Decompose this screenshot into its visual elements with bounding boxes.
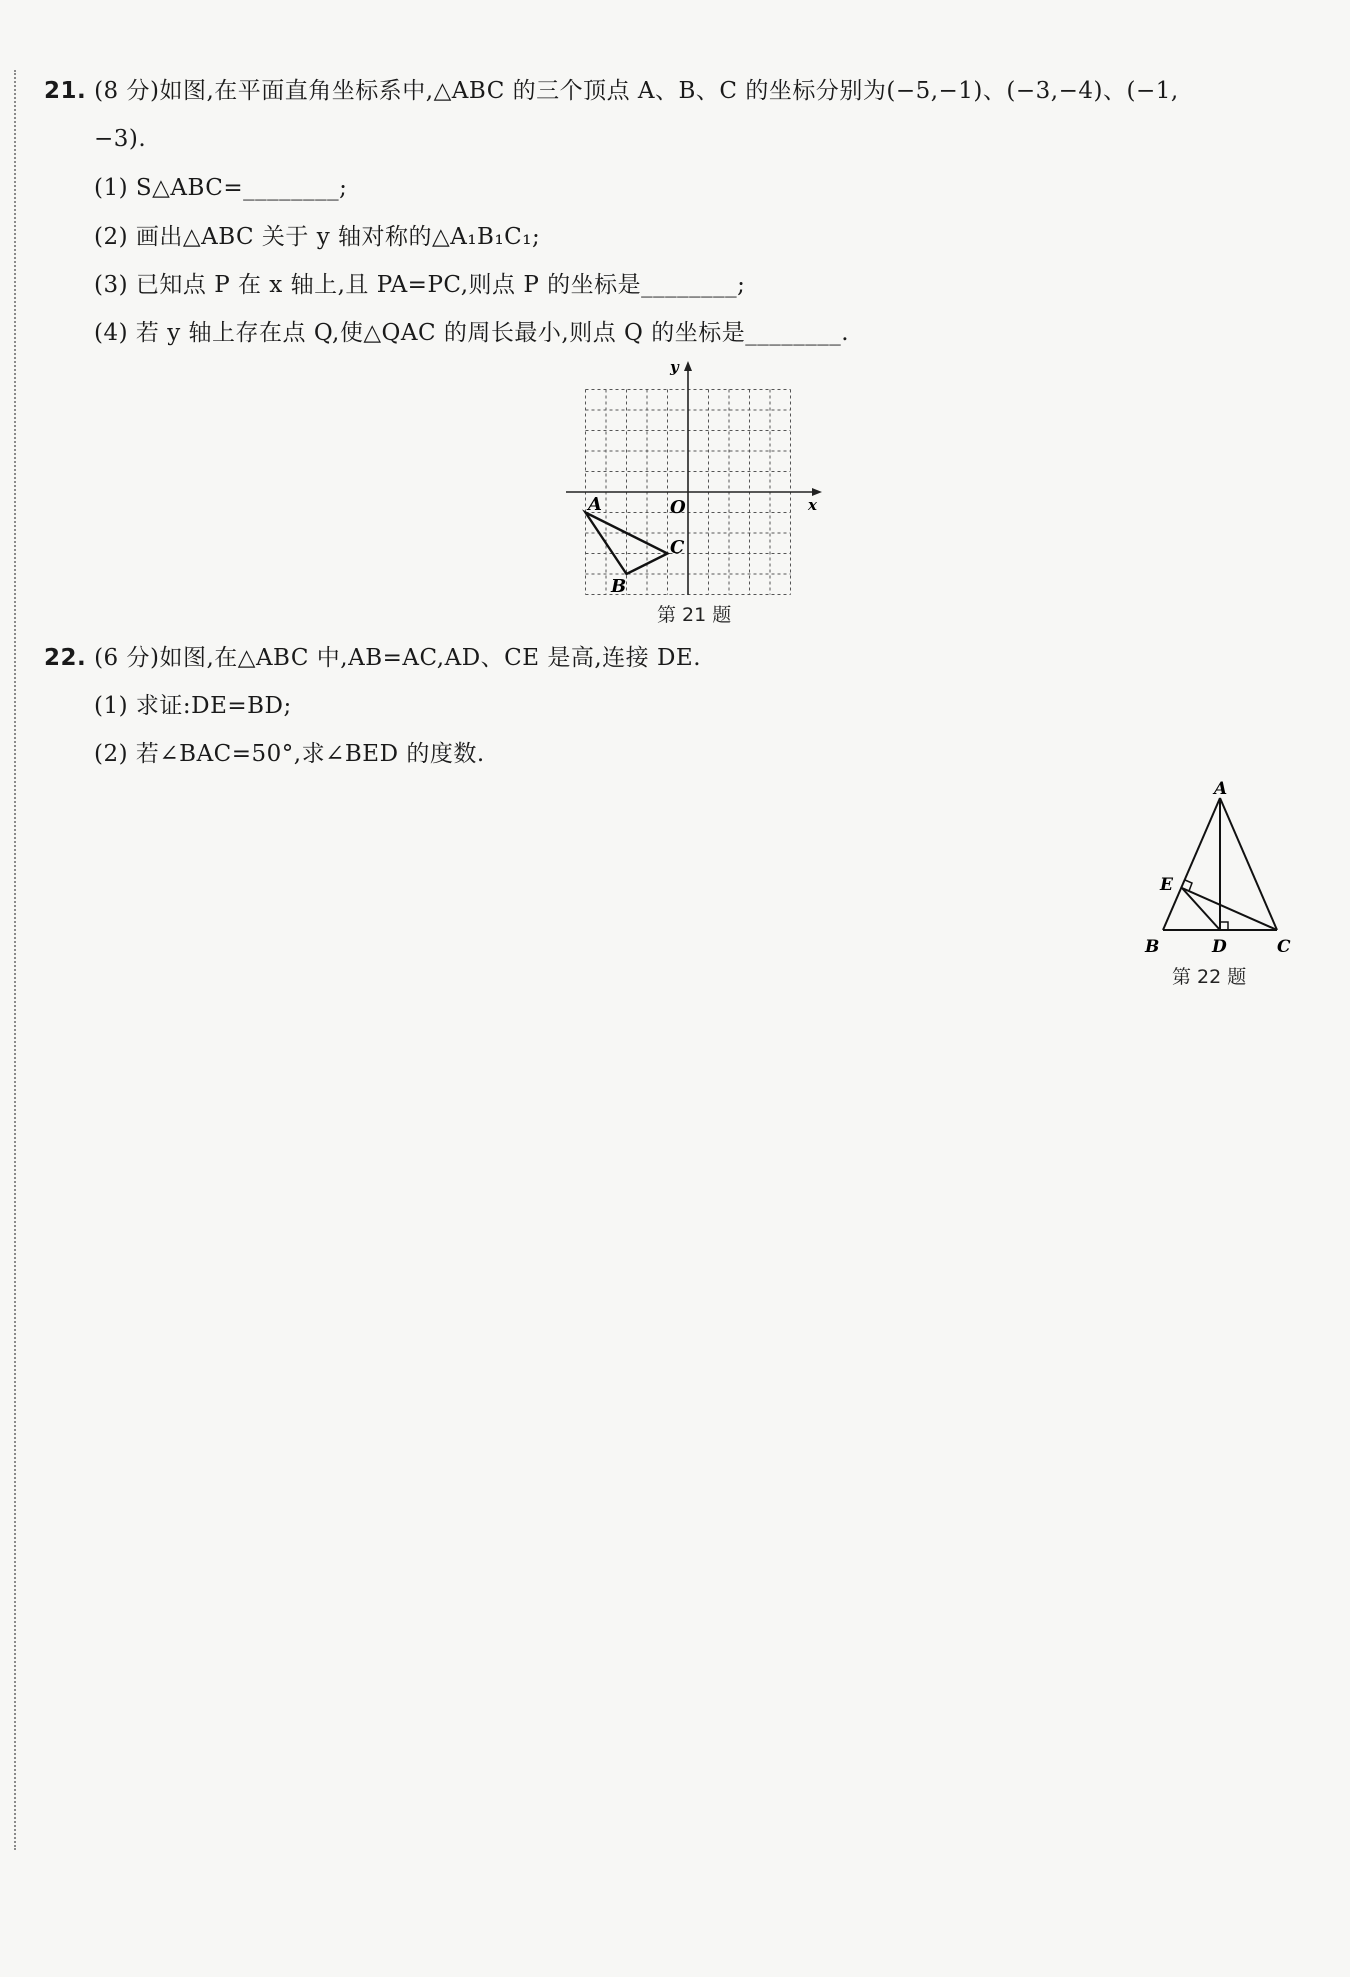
point-label-b: B (611, 576, 627, 597)
q21-number: 21. (44, 78, 87, 104)
vertex-label-d: D (1212, 937, 1227, 957)
q22-line1 (44, 643, 701, 673)
x-axis-arrow (812, 488, 822, 496)
vertex-label-e: E (1160, 875, 1173, 895)
point-label-a: A (588, 494, 602, 515)
segment-ab (1163, 798, 1220, 930)
q22-part1: (1) 求证:DE=BD; (94, 693, 292, 719)
point-label-c: C (670, 537, 685, 558)
vertex-label-c: C (1277, 937, 1291, 957)
q21-part3: (3) 已知点 P 在 x 轴上,且 PA=PC,则点 P 的坐标是________; (94, 272, 746, 298)
origin-label: O (670, 497, 686, 518)
q21-stem: (8 分)如图,在平面直角坐标系中,△ABC 的三个顶点 A、B、C 的坐标分别为(−5,−1)、(−3,−4)、(−1, (94, 78, 1179, 104)
q21-axes (566, 361, 822, 595)
q21-caption: 第 21 题 (657, 604, 732, 626)
page-margin-line (14, 70, 16, 1850)
x-axis-label: x (808, 496, 817, 514)
q21-part4: (4) 若 y 轴上存在点 Q,使△QAC 的周长最小,则点 Q 的坐标是________. (94, 320, 850, 346)
q21-line2: −3). (94, 126, 147, 152)
right-angle-mark-d (1220, 922, 1228, 930)
segment-ac (1220, 798, 1277, 930)
q21-part2: (2) 画出△ABC 关于 y 轴对称的△A₁B₁C₁; (94, 224, 541, 250)
q21-line1 (44, 76, 1179, 106)
q22-stem: (6 分)如图,在△ABC 中,AB=AC,AD、CE 是高,连接 DE. (94, 645, 702, 671)
q21-coordinate-figure (560, 355, 840, 600)
q22-caption: 第 22 题 (1172, 966, 1247, 988)
q22-number: 22. (44, 645, 87, 671)
vertex-label-b: B (1145, 937, 1160, 957)
q22-triangle-figure (1140, 780, 1300, 960)
segment-de (1182, 888, 1220, 930)
altitude-ce (1182, 888, 1277, 930)
y-axis-label: y (670, 358, 679, 376)
y-axis-arrow (684, 361, 692, 371)
q21-part1: (1) S△ABC=________; (94, 175, 348, 201)
vertex-label-a: A (1214, 780, 1228, 799)
q22-part2: (2) 若∠BAC=50°,求∠BED 的度数. (94, 741, 485, 767)
